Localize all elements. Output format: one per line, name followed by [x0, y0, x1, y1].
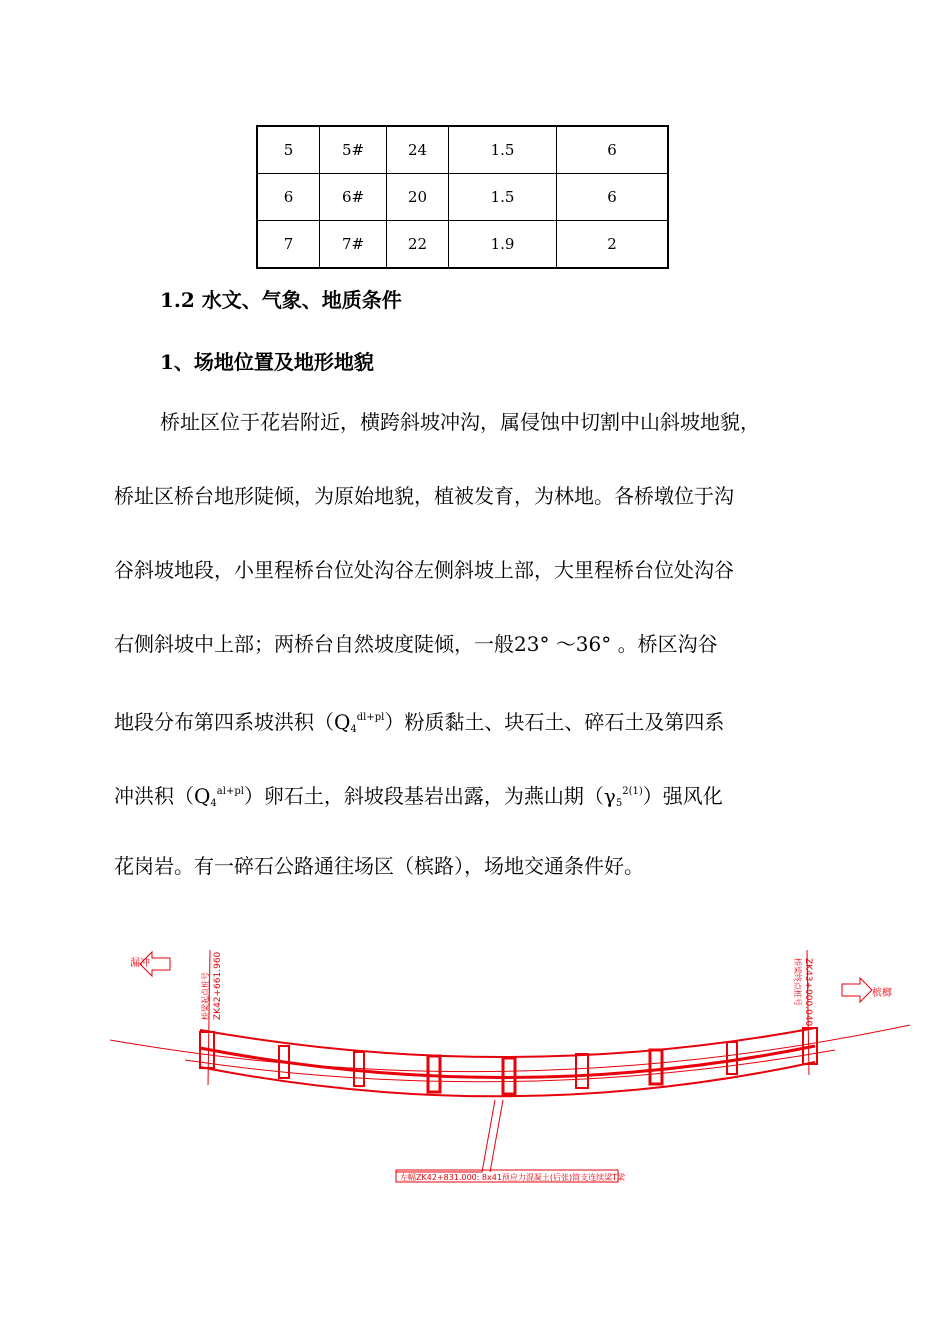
sub-heading: 1、场地位置及地形地貌	[160, 350, 374, 374]
table-cell: 6#	[320, 174, 387, 221]
right-station-label: ZK43+000.040	[803, 958, 813, 1027]
table-cell: 5#	[320, 126, 387, 174]
table-cell: 7	[257, 221, 320, 269]
left-abutment-label: 桥梁起点桩号	[201, 972, 210, 1020]
pier	[650, 1050, 662, 1084]
table-cell: 1.9	[449, 221, 557, 269]
table-row	[257, 174, 668, 221]
pier	[428, 1056, 440, 1092]
pier	[727, 1042, 737, 1074]
right-direction-arrow	[842, 978, 872, 1002]
table-cell: 1.5	[449, 174, 557, 221]
table-cell: 20	[387, 174, 449, 221]
paragraph-line: 桥址区桥台地形陡倾，为原始地貌，植被发育，为林地。各桥墩位于沟	[114, 484, 734, 508]
superscript: 2(1)	[622, 786, 643, 797]
body-paragraph	[114, 397, 834, 915]
table-cell: 7#	[320, 221, 387, 269]
right-abutment-label: 桥梁终点桩号	[793, 958, 802, 1006]
table-cell: 6	[557, 126, 669, 174]
table-row	[257, 221, 668, 269]
subscript: 5	[615, 798, 623, 809]
text-run: ）卵石土，斜坡段基岩出露，为燕山期（γ	[243, 784, 616, 808]
callout-leader	[490, 1100, 503, 1172]
subscript: 4	[350, 724, 357, 735]
section-heading: 1.2 水文、气象、地质条件	[160, 288, 402, 312]
paragraph-line	[114, 767, 834, 841]
text-run: 冲洪积（Q	[114, 784, 211, 808]
paragraph-line: 花岗岩。有一碎石公路通往场区（槟路），场地交通条件好。	[114, 854, 644, 878]
callout-text: 左幅ZK42+831.000: 8x41预应力混凝土(后张)简支连续梁T梁	[400, 1173, 626, 1182]
paragraph-line: 谷斜坡地段，小里程桥台位处沟谷左侧斜坡上部，大里程桥台位处沟谷	[114, 558, 734, 582]
right-direction-label: 槟榔	[872, 988, 892, 999]
superscript: al+pl	[216, 786, 244, 797]
paragraph-line: 桥址区位于花岩附近，横跨斜坡冲沟，属侵蚀中切割中山斜坡地貌，	[160, 410, 760, 434]
text-run: ）强风化	[642, 784, 723, 808]
left-direction-label: 漏冲	[130, 958, 150, 969]
table-cell: 2	[557, 221, 669, 269]
table-cell: 5	[257, 126, 320, 174]
pier	[576, 1054, 588, 1088]
table-cell: 1.5	[449, 126, 557, 174]
deck-outer-edge	[200, 1028, 815, 1057]
table-cell: 22	[387, 221, 449, 269]
table-row	[257, 126, 668, 174]
table-cell: 24	[387, 126, 449, 174]
superscript: dl+pl	[356, 712, 385, 723]
bridge-plan-drawing	[110, 940, 910, 1200]
text-run: 地段分布第四系坡洪积（Q	[114, 710, 351, 734]
table-cell: 6	[557, 174, 669, 221]
text-run: ）粉质黏土、块石土、碎石土及第四系	[384, 710, 725, 734]
paragraph-line	[114, 693, 834, 767]
table-cell: 6	[257, 174, 320, 221]
paragraph-line: 右侧斜坡中上部；两桥台自然坡度陡倾，一般23° ～36° 。桥区沟谷	[114, 632, 718, 656]
subscript: 4	[210, 798, 217, 809]
callout-leader	[396, 1100, 495, 1172]
pier-table	[256, 125, 669, 269]
left-station-label: ZK42+661.960	[213, 951, 223, 1020]
